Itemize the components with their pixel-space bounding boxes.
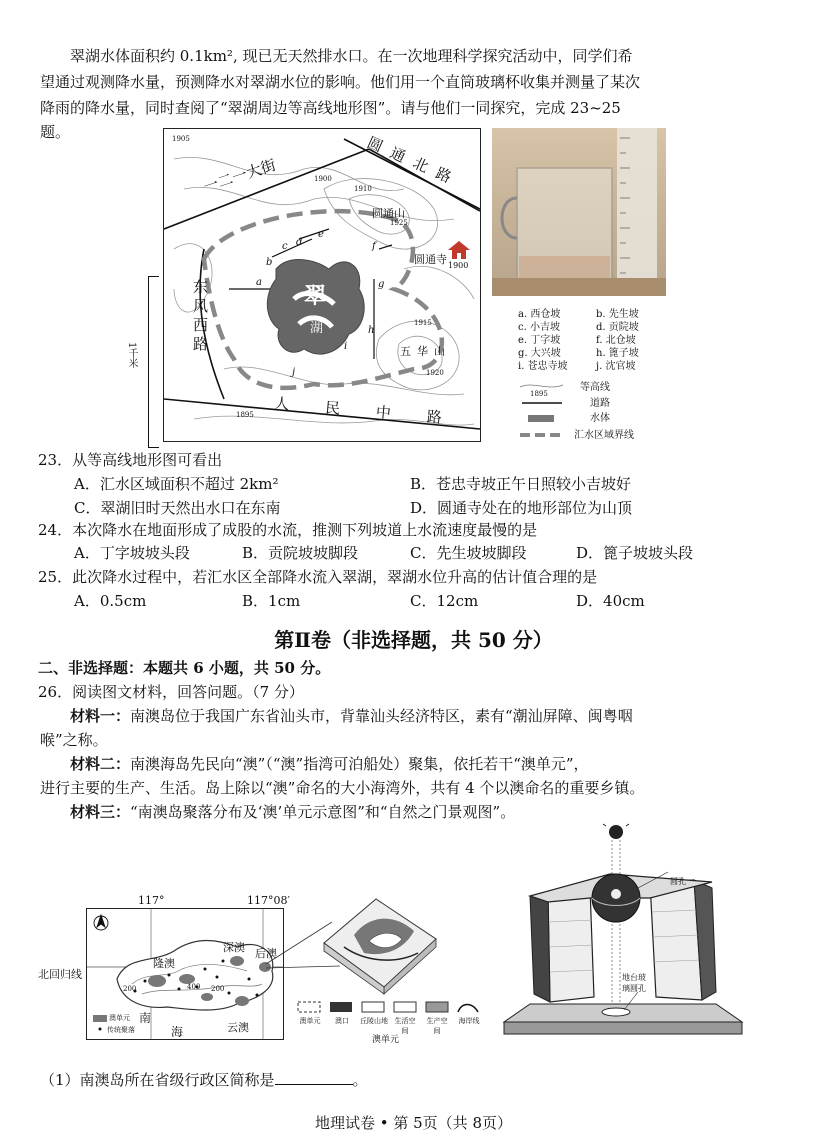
legend-settlement: 传统聚落 bbox=[107, 1026, 135, 1034]
tropic-label: 北回归线 bbox=[38, 968, 82, 981]
elev-label: 200 bbox=[211, 985, 225, 993]
legend-slope: d. 贡院坡 bbox=[596, 322, 639, 333]
q23-option-c: C．翠湖旧时天然出水口在东南 bbox=[74, 499, 281, 517]
lon-label-2: 117°08′ bbox=[247, 894, 290, 907]
contour-label: 1925 bbox=[390, 219, 408, 227]
intro-line-3: 降雨的降水量，同时查阅了“翠湖周边等高线地形图”。请与他们一同探究，完成 23~25 bbox=[40, 99, 621, 117]
sub-question-1-end: 。 bbox=[352, 1071, 368, 1089]
q24-option-b: B．贡院坡坡脚段 bbox=[242, 544, 359, 562]
ao-legend-unit: 澳单元 bbox=[299, 1017, 321, 1025]
slope-letter-j: j bbox=[292, 367, 296, 378]
q24-option-a: A．丁字坡坡头段 bbox=[74, 544, 190, 562]
slope-letter-d: d bbox=[296, 237, 303, 248]
legend-contour-sample bbox=[520, 385, 563, 387]
contour-label: 1920 bbox=[426, 369, 444, 377]
contour-map bbox=[163, 128, 481, 442]
intro-line-2: 望通过观测降水量，预测降水对翠湖水位的影响。他们用一个直筒玻璃杯收集并测量了某次 bbox=[40, 73, 641, 91]
legend-slope: e. 丁字坡 bbox=[518, 335, 561, 346]
intro-line-4: 题。 bbox=[40, 123, 71, 141]
q25-option-a: A．0.5cm bbox=[74, 592, 147, 610]
ao-legend-coast: 海岸线 bbox=[458, 1017, 480, 1025]
section-heading: 二、非选择题：本题共 6 小题，共 50 分。 bbox=[38, 659, 331, 677]
page-footer: 地理试卷 • 第 5页（共 8页） bbox=[314, 1114, 512, 1132]
legend-boundary: 汇水区域界线 bbox=[574, 430, 634, 441]
ao-legend-mouth: 澳口 bbox=[335, 1017, 349, 1025]
q25-stem: 25．此次降水过程中，若汇水区全部降水流入翠湖，翠湖水位升高的估计值合理的是 bbox=[38, 568, 598, 586]
nature-gate-drawing bbox=[490, 822, 752, 1042]
contour-label: 1895 bbox=[236, 411, 254, 419]
answer-blank[interactable] bbox=[275, 1070, 353, 1085]
material-3-label: 材料三： bbox=[70, 803, 131, 821]
section-title: 第Ⅱ卷（非选择题，共 50 分） bbox=[274, 628, 553, 652]
contour-label: 1905 bbox=[172, 135, 190, 143]
gate-label-hole: 圆孔 bbox=[670, 877, 686, 886]
temple-icon bbox=[448, 241, 470, 259]
material-1-line-2: 喉”之称。 bbox=[40, 731, 108, 749]
material-2-line-2: 进行主要的生产、生活。岛上除以“澳”命名的大小海湾外，共有 4 个以澳命名的重要乡镇。 bbox=[40, 779, 645, 797]
road-label-yieryi: 一二一大街 bbox=[201, 155, 279, 197]
slope-letter-i: i bbox=[344, 341, 348, 352]
legend-slope: j. 沈官坡 bbox=[596, 361, 636, 372]
town-longao: 隆澳 bbox=[153, 957, 175, 970]
elev-label: 200 bbox=[123, 985, 137, 993]
ao-unit-legend bbox=[296, 1000, 486, 1036]
slope-letter-g: g bbox=[378, 279, 385, 290]
town-shenao: 深澳 bbox=[223, 941, 245, 954]
slope-letter-b: b bbox=[266, 257, 273, 268]
island-map bbox=[86, 908, 284, 1040]
q25-option-b: B．1cm bbox=[242, 592, 301, 610]
material-1-label: 材料一： bbox=[70, 707, 131, 725]
temple-label: 圆通寺 bbox=[414, 253, 447, 266]
town-houao: 后澳 bbox=[255, 947, 277, 960]
legend-slope: c. 小吉坡 bbox=[518, 322, 560, 333]
sea-char-1: 南 bbox=[139, 1011, 152, 1025]
legend-slope: b. 先生坡 bbox=[596, 309, 639, 320]
q23-option-d: D．圆通寺处在的地形部位为山顶 bbox=[410, 499, 633, 517]
material-2-label: 材料二： bbox=[70, 755, 131, 773]
intro-line-1: 翠湖水体面积约 0.1km², 现已无天然排水口。在一次地理科学探究活动中，同学们希 bbox=[70, 47, 633, 65]
ao-legend-production: 生产空间 bbox=[426, 1017, 448, 1035]
material-2-text: 南澳海岛先民向“澳”（“澳”指湾可泊船处）聚集，依托若干“澳单元”， bbox=[130, 755, 589, 773]
slope-letter-c: c bbox=[282, 241, 288, 252]
road-label-dongfeng: 东风西路 bbox=[191, 279, 209, 355]
town-yunao: 云澳 bbox=[227, 1021, 249, 1034]
legend-contour: 等高线 bbox=[580, 382, 610, 393]
contour-label: 1900 bbox=[314, 175, 332, 183]
sub-question-1-text: （1）南澳岛所在省级行政区简称是 bbox=[40, 1071, 275, 1089]
q23-stem: 23．从等高线地形图可看出 bbox=[38, 451, 223, 469]
legend-slope: i. 苍忠寺坡 bbox=[518, 361, 568, 372]
contour-label: 1915 bbox=[414, 319, 432, 327]
sea-char-2: 海 bbox=[171, 1025, 184, 1039]
island-outline bbox=[117, 941, 273, 1011]
legend-water-sample bbox=[528, 415, 554, 422]
legend-road: 道路 bbox=[590, 398, 610, 409]
hill-label-yuantong: 圆通山 bbox=[372, 207, 405, 220]
lake-char-1: 翠 bbox=[304, 283, 327, 309]
material-2-line-1 bbox=[40, 752, 822, 777]
map-legend bbox=[518, 308, 678, 443]
slope-letter-a: a bbox=[256, 277, 262, 288]
scale-label: 1千米 bbox=[126, 342, 137, 369]
lake-char-2: 湖 bbox=[310, 321, 324, 336]
legend-contour-number: 1895 bbox=[530, 390, 548, 398]
q23-option-a: A．汇水区域面积不超过 2km² bbox=[74, 475, 279, 493]
slope-letter-h: h bbox=[368, 325, 375, 336]
road-label-yuantong: 圆通北路 bbox=[364, 133, 464, 191]
legend-water: 水体 bbox=[590, 413, 610, 424]
legend-unit: 澳单元 bbox=[109, 1014, 130, 1022]
sub-question-1 bbox=[40, 1068, 368, 1092]
q24-stem: 24．本次降水在地面形成了成股的水流，推测下列坡道上水流速度最慢的是 bbox=[38, 521, 538, 539]
legend-slope: h. 篦子坡 bbox=[596, 348, 639, 359]
slope-letter-f: f bbox=[372, 241, 376, 252]
material-1-line-1 bbox=[40, 704, 822, 729]
contour-label: 1910 bbox=[354, 185, 372, 193]
ao-unit-caption: 澳单元 bbox=[372, 1035, 400, 1045]
ao-legend-hills: 丘陵山地 bbox=[360, 1017, 388, 1025]
gate-label-table: 地台玻璃圆孔 bbox=[622, 973, 646, 993]
q25-option-c: C．12cm bbox=[410, 592, 479, 610]
road-label-renmin: 人民中路 bbox=[273, 394, 479, 430]
material-1-text: 南澳岛位于我国广东省汕头市，背靠汕头经济特区，素有“潮汕屏障、闽粤咽 bbox=[130, 707, 633, 725]
ao-legend-living: 生活空间 bbox=[394, 1017, 416, 1035]
q25-option-d: D．40cm bbox=[576, 592, 645, 610]
hill-label-wuhua: 五华山 bbox=[400, 345, 451, 358]
material-3-text: “南澳岛聚落分布及‘澳’单元示意图”和“自然之门景观图”。 bbox=[130, 803, 516, 821]
glass-photo bbox=[492, 128, 666, 296]
legend-slope: g. 大兴坡 bbox=[518, 348, 561, 359]
q24-option-c: C．先生坡坡脚段 bbox=[410, 544, 527, 562]
q26-stem: 26．阅读图文材料，回答问题。（7 分） bbox=[38, 683, 304, 701]
q24-option-d: D．篦子坡坡头段 bbox=[576, 544, 694, 562]
scale-bar bbox=[148, 276, 159, 448]
legend-slope: f. 北仓坡 bbox=[596, 335, 636, 346]
legend-slope: a. 西仓坡 bbox=[518, 309, 561, 320]
ao-unit-diagram bbox=[314, 895, 444, 995]
temple-elev: 1900 bbox=[448, 261, 469, 270]
sun-icon bbox=[603, 822, 629, 839]
q23-option-b: B．苍忠寺坡正午日照较小吉坡好 bbox=[410, 475, 632, 493]
lon-label-1: 117° bbox=[138, 894, 165, 907]
slope-letter-e: e bbox=[318, 229, 324, 240]
elev-label: 400 bbox=[187, 983, 201, 991]
